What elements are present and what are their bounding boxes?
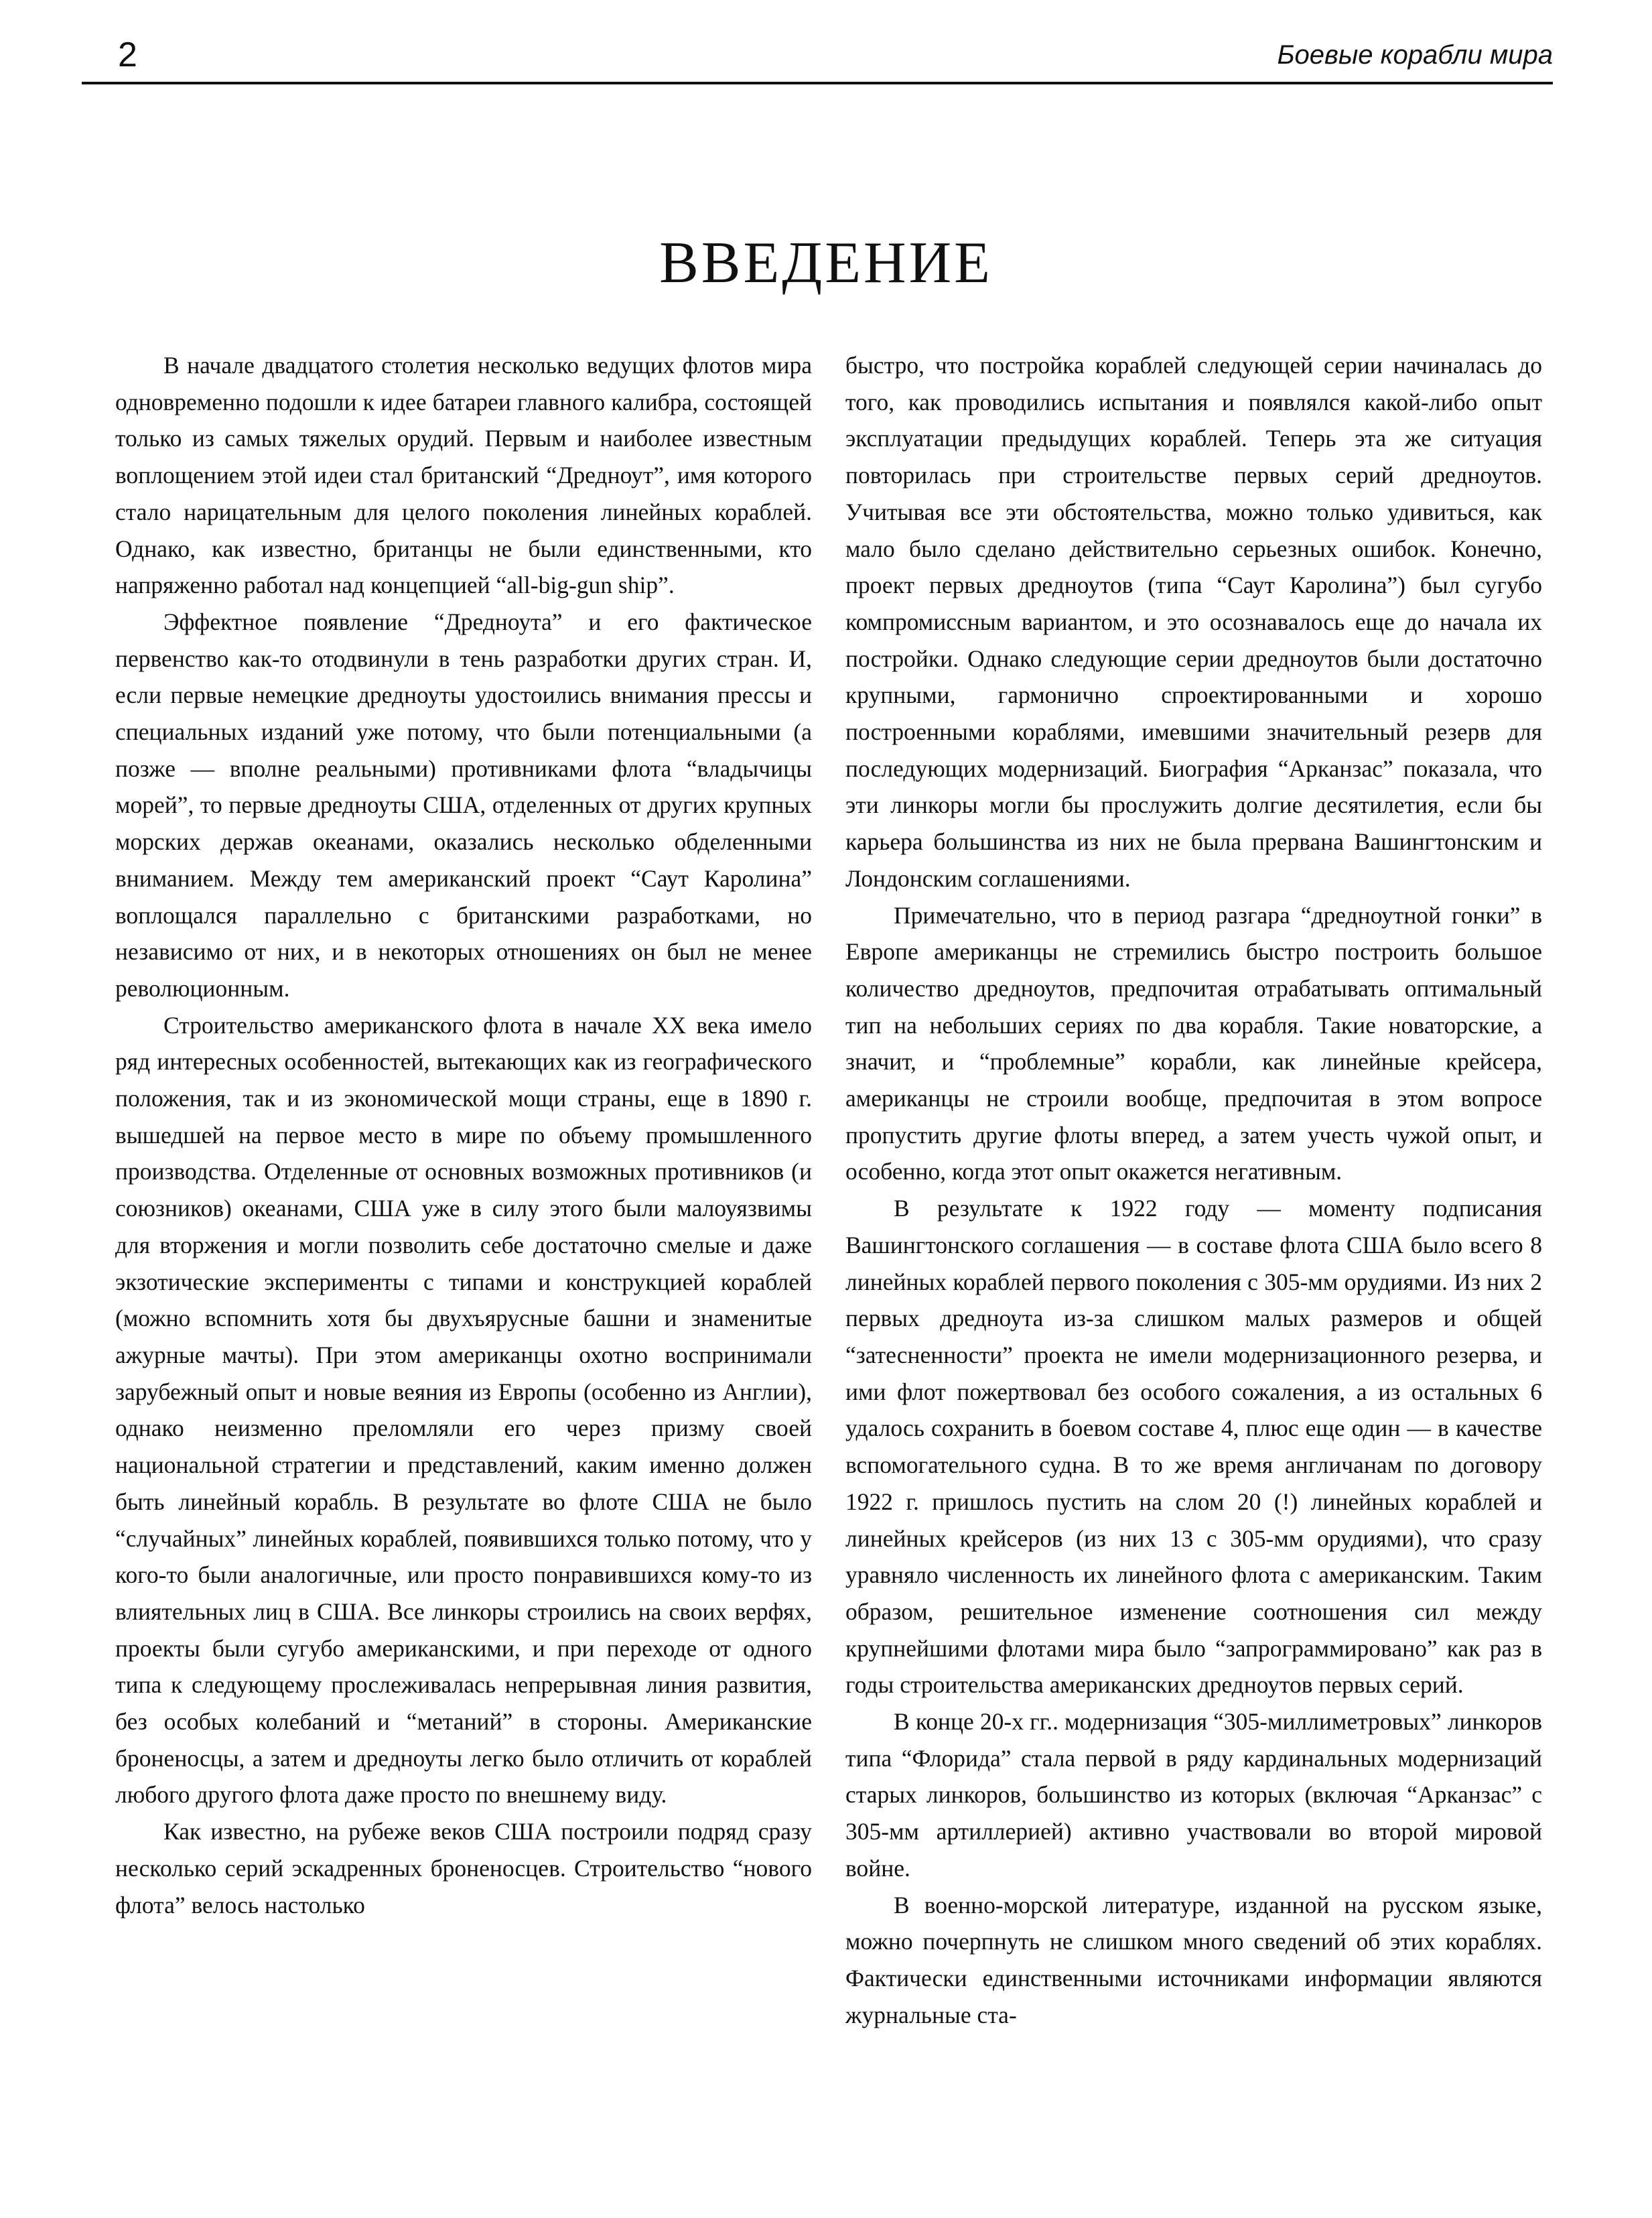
running-title: Боевые корабли мира [1277,40,1553,70]
right-column [845,347,1542,2033]
paragraph: В конце 20-х гг.. модернизация “305-миллиметровых” линкоров типа “Флорида” стала первой в ряду кардинальных модернизаций старых линкоров, большинство из которых (включая “Арканзас” с 305-мм артиллерией) активно участвовали во второй мировой войне. [845,1708,1542,1882]
paragraph: В военно-морской литературе, изданной на русском языке, можно почерпнуть не слишком много сведений об этих кораблях. Фактически единственными источниками информации являются журнальные ста- [845,1891,1542,2028]
page-header [82,28,1553,84]
paragraph: Строительство американского флота в начале XX века имело ряд интересных особенностей, вытекающих как из географического положения, так и из экономической мощи страны, еще в 1890 г. вышедшей на первое место в мире по объему промышленного производства. Отделенные от основных возможных противников (и союзников) океанами, США уже в силу этого были малоуязвимы для вторжения и могли позволить себе достаточно смелые и даже экзотические эксперименты с типами и конструкцией кораблей (можно вспомнить хотя бы двухъярусные башни и знаменитые ажурные мачты). При этом американцы охотно воспринимали зарубежный опыт и новые веяния из Европы (особенно из Англии), однако неизменно преломляли его через призму своей национальной стратегии и представлений, каким именно должен быть линейный корабль. В результате во флоте США не было “случайных” линейных кораблей, появившихся только потому, что у кого-то были аналогичные, или просто понравившихся кому-то из влиятельных лиц в США. Все линкоры строились на своих верфях, проекты были сугубо американскими, и при переходе от одного типа к следующему прослеживалась непрерывная линия развития, без особых колебаний и “метаний” в стороны. Американские броненосцы, а затем и дредноуты легко было отличить от кораблей любого другого флота даже просто по внешнему виду. [115,1011,812,1809]
paragraph-continued: быстро, что постройка кораблей следующей серии начиналась до того, как проводились испытания и появлялся какой-либо опыт эксплуатации предыдущих кораблей. Теперь эта же ситуация повторилась при строительстве первых серий дредноутов. Учитывая все эти обстоятельства, можно только удивиться, как мало было сделано действительно серьезных ошибок. Конечно, проект первых дредноутов (типа “Саут Каролина”) был сугубо компромиссным вариантом, и это осознавалось еще до начала их постройки. Однако следующие серии дредноутов были достаточно крупными, гармонично спроектированными и хорошо построенными кораблями, имевшими значительный резерв для последующих модернизаций. Биография “Арканзас” показала, что эти линкоры могли бы прослужить долгие десятилетия, если бы карьера большинства из них не была прервана Вашингтонским и Лондонским соглашениями. [845,352,1542,892]
paragraph: Эффектное появление “Дредноута” и его фактическое первенство как-то отодвинули в тень разработки других стран. И, если первые немецкие дредноуты удостоились внимания прессы и специальных изданий уже потому, что были потенциальными (а позже — вполне реальными) противниками флота “владычицы морей”, то первые дредноуты США, отделенных от других крупных морских держав океанами, оказались несколько обделенными вниманием. Между тем американский проект “Саут Каролина” воплощался параллельно с британскими разработками, но независимо от них, и в некоторых отношениях он был не менее революционным. [115,608,812,1002]
chapter-title: ВВЕДЕНИЕ [659,231,993,296]
paragraph: Как известно, на рубеже веков США построили подряд сразу несколько серий эскадренных броненосцев. Строительство “нового флота” велось настолько [115,1818,812,1918]
left-column [115,347,812,1923]
paragraph: Примечательно, что в период разгара “дредноутной гонки” в Европе американцы не стремились быстро построить большое количество дредноутов, предпочитая отрабатывать оптимальный тип на небольших сериях по два корабля. Такие новаторские, а значит, и “проблемные” корабли, как линейные крейсера, американцы не строили вообще, предпочитая в этом вопросе пропустить другие флоты вперед, а затем учесть чужой опыт, и особенно, когда этот опыт окажется негативным. [845,901,1542,1185]
paragraph: В результате к 1922 году — моменту подписания Вашингтонского соглашения — в составе флота США было всего 8 линейных кораблей первого поколения с 305-мм орудиями. Из них 2 первых дредноута из-за слишком малых размеров и общей “затесненности” проекта не имели модернизационного резерва, и ими флот пожертвовал без особого сожаления, а из остальных 6 удалось сохранить в боевом составе 4, плюс еще один — в качестве вспомогательного судна. В то же время англичанам по договору 1922 г. пришлось пустить на слом 20 (!) линейных кораблей и линейных крейсеров (из них 13 с 305-мм орудиями), что сразу уравняло численность их линейного флота с американским. Таким образом, решительное изменение соотношения сил между крупнейшими флотами мира было “запрограммировано” как раз в годы строительства американских дредноутов первых серий. [845,1195,1542,1699]
page-number: 2 [118,36,137,74]
paragraph: В начале двадцатого столетия несколько ведущих флотов мира одновременно подошли к идее батареи главного калибра, состоящей только из самых тяжелых орудий. Первым и наиболее известным воплощением этой идеи стал британский “Дредноут”, имя которого стало нарицательным для целого поколения линейных кораблей. Однако, как известно, британцы не были единственными, кто напряженно работал над концепцией “all-big-gun ship”. [115,352,812,599]
